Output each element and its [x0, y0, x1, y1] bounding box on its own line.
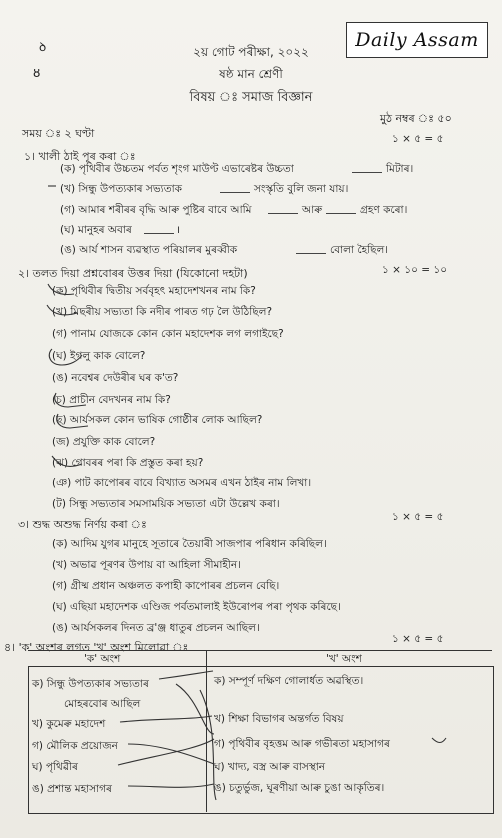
q1-item-c-end: গ্ৰহণ কৰো।	[360, 204, 408, 216]
q3-item: (খ) অভাৱ পূৰণৰ উপায় বা আহিলা সীমাহীন।	[52, 559, 241, 571]
q2-title: ২। তলত দিয়া প্ৰশ্নবোৰৰ উত্তৰ দিয়া (যিকোনো দহটা)	[18, 267, 248, 280]
q1-item-e: (ঙ) আৰ্য শাসন ব্যৱস্থাত পৰিয়ালৰ মুৰব্বীক	[60, 244, 238, 256]
q1-item-d-end: ।	[176, 224, 180, 236]
q2-item: (ঞ) পাট কাপোৰৰ বাবে বিখ্যাত অসমৰ এখন ঠাইৰ নাম লিখা।	[52, 477, 312, 489]
class-title: ষষ্ঠ মান শ্ৰেণী	[219, 67, 283, 81]
q2-item: (চ) প্ৰাচীন বেদখনৰ নাম কি?	[52, 394, 171, 406]
q2-item: (ক) পৃথিবীৰ দ্বিতীয় সৰ্ববৃহৎ মহাদেশখনৰ নাম কি?	[52, 285, 256, 297]
q2-item: (ছ) আৰ্যসকল কোন ভাষিক গোষ্ঠীৰ লোক আছিল?	[52, 414, 263, 426]
q1-item-a: (ক) পৃথিবীৰ উচ্চতম পৰ্বত শৃংগ মাউণ্ট এভাৰেষ্টৰ উচ্চতা	[60, 163, 294, 175]
col-b-item: ঙ) চতুৰ্ভুজ, ঘূৰণীয়া আৰু চুঙা আকৃতিৰ।	[214, 782, 385, 794]
punch-mark-icon: ꝺ	[39, 40, 47, 54]
q2-item: (ঙ) নবেশ্বৰ দেউৰীৰ ঘৰ ক'ত?	[52, 372, 179, 384]
punch-mark-icon: ȣ	[33, 66, 41, 80]
q1-title: ১। খালী ঠাই পূৰ কৰা ঃ	[24, 150, 136, 163]
total-marks-label: মুঠ নম্বৰ ঃ ৫০	[380, 112, 452, 125]
q3-marks: ১ × ৫ = ৫	[392, 511, 444, 523]
col-b-item: খ) শিক্ষা বিভাগৰ অন্তৰ্গত বিষয়	[214, 713, 344, 725]
q2-item: (খ) মিছৰীয় সভ্যতা কি নদীৰ পাৰত গঢ় লৈ উঠিছিল?	[52, 306, 273, 318]
col-a-item: খ) কুমেৰু মহাদেশ	[32, 718, 106, 730]
col-b-item: গ) পৃথিবীৰ বৃহত্তম আৰু গভীৰতা মহাসাগৰ	[214, 738, 390, 750]
q2-item: (ঘ) ইগলু কাক বোলে?	[52, 350, 146, 362]
subject-title: বিষয় ঃ সমাজ বিজ্ঞান	[189, 90, 313, 105]
q1-item-c: (গ) আমাৰ শৰীৰৰ বৃদ্ধি আৰু পুষ্টিৰ বাবে আমি	[60, 204, 252, 216]
q1-item-d: (ঘ) মানুহৰ অবাৰ	[60, 224, 132, 236]
q3-item: (ক) আদিম যুগৰ মানুহে সূতাৰে তৈয়াৰী সাজপাৰ পৰিধান কৰিছিল।	[52, 538, 327, 550]
q1-item-b-end: সংস্কৃতি বুলি জনা যায়।	[254, 183, 349, 195]
q1-item-a-end: মিটাৰ।	[386, 163, 414, 175]
q3-title: ৩। শুদ্ধ অশুদ্ধ নিৰ্ণয় কৰা ঃ	[18, 518, 147, 531]
q2-item: (গ) পানাম যোজকে কোন কোন মহাদেশক লগ লগাইছে?	[52, 328, 284, 340]
col-a-header: 'ক' অংশ	[84, 653, 121, 665]
col-a-item: ঘ) পৃথিৱীৰ	[32, 761, 78, 773]
q3-item: (ঘ) এছিয়া মহাদেশক এণ্ডিজ পৰ্বতমালাই ইউৰোপৰ পৰা পৃথক কৰিছে।	[52, 601, 341, 613]
col-b-item: ক) সম্পূৰ্ণ দক্ষিণ গোলাৰ্ধত অৱস্থিত।	[214, 675, 364, 687]
col-a-item: মোহৰবোৰ আছিল	[64, 698, 141, 710]
q1-item-b: (খ) সিন্ধু উপত্যকাৰ সভ্যতাক	[60, 183, 182, 195]
q2-item: (ট) সিন্ধু সভ্যতাৰ সমসাময়িক সভ্যতা এটা উল্লেখ কৰা।	[52, 498, 280, 510]
q4-title: ৪। 'ক' অংশৰ লগত 'খ' অংশ মিলোৱা ঃ	[4, 641, 189, 654]
col-a-item: ক) সিন্ধু উপত্যকাৰ সভ্যতাৰ	[32, 678, 149, 690]
q2-item: (ঝ) গোবৰৰ পৰা কি প্ৰস্তুত কৰা হয়?	[52, 457, 204, 469]
time-label: সময় ঃ ২ ঘণ্টা	[22, 127, 95, 140]
q3-item: (ঙ) আৰ্যসকলৰ দিনত ব্ৰ'ঞ্জ ধাতুৰ প্ৰচলন আছিল।	[52, 622, 260, 634]
col-a-item: ঙ) প্ৰশান্ত মহাসাগৰ	[32, 783, 112, 795]
q1-item-c-mid: আৰু	[302, 204, 323, 216]
col-b-header: 'খ' অংশ	[326, 653, 362, 665]
col-b-item: ঘ) খাদ্য, বস্ত্ৰ আৰু বাসস্থান	[214, 761, 326, 773]
q2-marks: ১ × ১০ = ১০	[382, 264, 448, 276]
col-a-item: গ) মৌলিক প্ৰয়োজন	[32, 740, 118, 752]
q1-item-e-end: বোলা হৈছিল।	[330, 244, 389, 256]
watermark-logo: Daily Assam	[346, 22, 488, 58]
q2-item: (জ) প্ৰযুক্তি কাক বোলে?	[52, 436, 156, 448]
exam-title: ২য় গোট পৰীক্ষা, ২০২২	[193, 45, 309, 59]
q1-marks: ১ × ৫ = ৫	[392, 133, 444, 145]
q4-marks: ১ × ৫ = ৫	[392, 633, 444, 645]
q3-item: (গ) গ্ৰীষ্ম প্ৰধান অঞ্চলত কপাহী কাপোৰৰ প্ৰচলন বেছি।	[52, 580, 280, 592]
